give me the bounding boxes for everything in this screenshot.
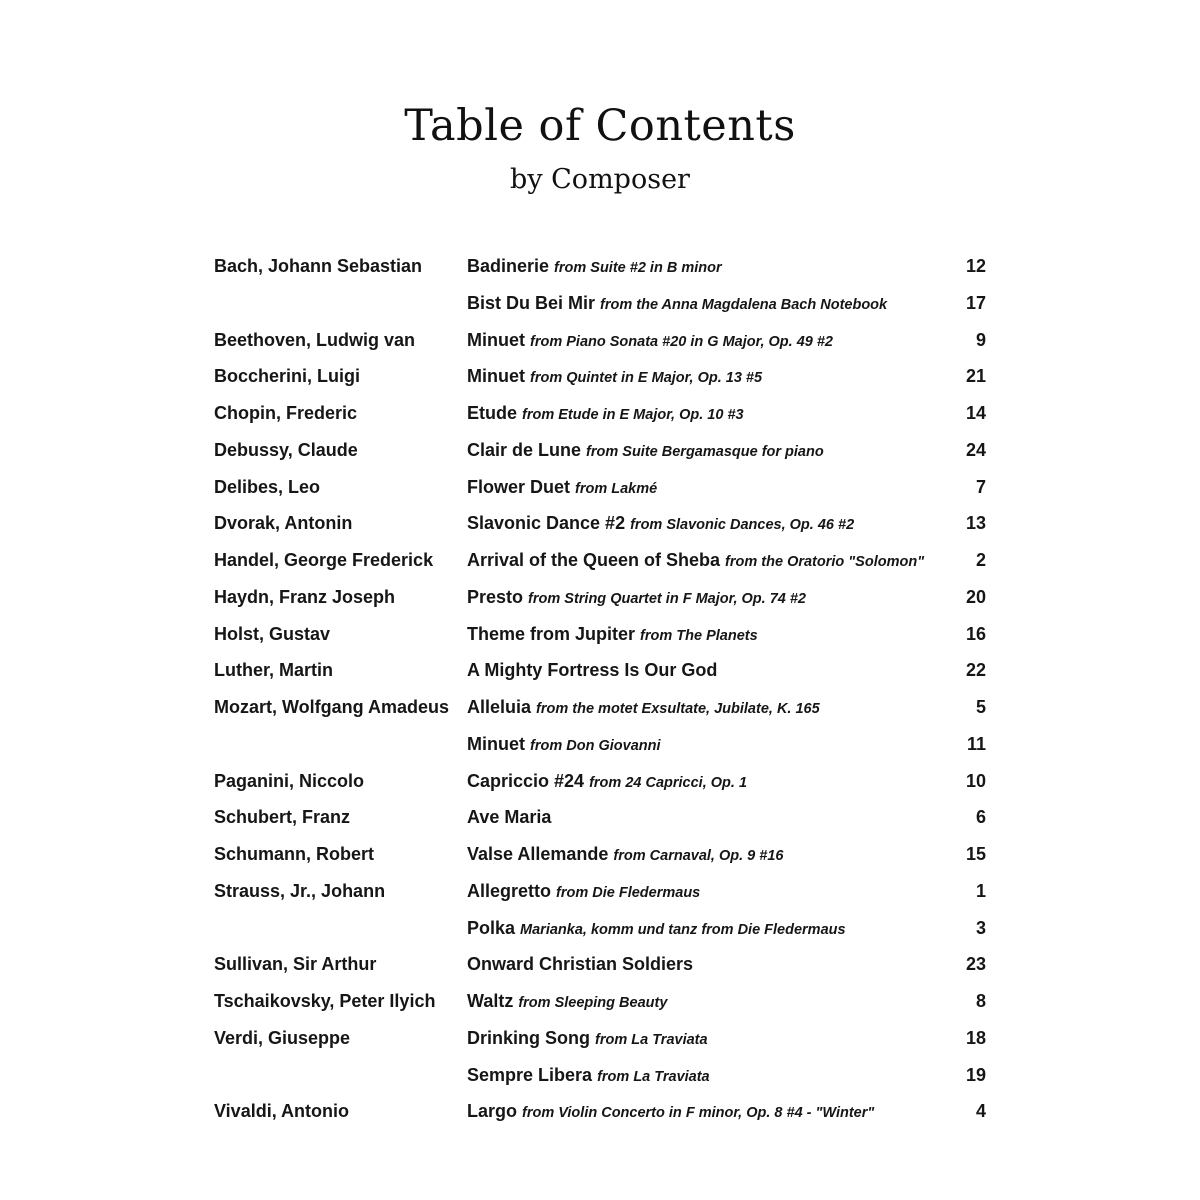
work <box>467 726 661 765</box>
work <box>467 432 824 471</box>
page-title: Table of Contents <box>404 101 796 151</box>
work-source: from Don Giovanni <box>530 737 661 754</box>
page-number: 18 <box>965 1027 986 1048</box>
work-title: Presto <box>467 586 524 607</box>
page-number: 5 <box>975 697 986 717</box>
work-source: from String Quartet in F Major, Op. 74 #2 <box>528 590 806 607</box>
work-source: from Violin Concerto in F minor, Op. 8 #4 - "Winter" <box>522 1105 875 1122</box>
toc-row <box>214 579 986 616</box>
composer-name: Holst, Gustav <box>214 623 331 644</box>
work-source: from the motet Exsultate, Jubilate, K. 165 <box>536 701 820 717</box>
work-title: Waltz <box>467 991 514 1011</box>
work <box>467 469 657 508</box>
toc-row <box>214 1020 986 1057</box>
work-title: Capriccio #24 <box>467 770 585 791</box>
work <box>467 395 744 434</box>
work <box>467 1057 710 1096</box>
toc-row <box>214 873 986 910</box>
page-number: 17 <box>965 292 986 313</box>
page-number: 8 <box>975 991 986 1011</box>
work-source: from Piano Sonata #20 in G Major, Op. 49 #2 <box>530 333 833 350</box>
work-source: from Die Fledermaus <box>556 884 701 901</box>
work <box>467 505 854 544</box>
work <box>467 873 700 912</box>
composer-name: Schumann, Robert <box>214 844 375 864</box>
work-title: Clair de Lune <box>467 439 582 460</box>
work-title: Drinking Song <box>467 1027 590 1048</box>
work <box>467 579 806 618</box>
work <box>467 763 747 802</box>
work-source: from the Anna Magdalena Bach Notebook <box>600 296 888 313</box>
toc-row <box>214 689 986 726</box>
page-number: 6 <box>975 807 986 828</box>
page-number: 14 <box>965 403 986 423</box>
toc-row <box>214 946 986 983</box>
work-source: from Suite #2 in B minor <box>554 260 722 276</box>
toc-row <box>214 910 986 947</box>
work-source: from Quintet in E Major, Op. 13 #5 <box>530 370 763 387</box>
toc-row <box>214 983 986 1020</box>
toc-row <box>214 763 986 800</box>
work <box>467 910 846 949</box>
composer-name: Strauss, Jr., Johann <box>214 880 386 901</box>
work-source: from Suite Bergamasque for piano <box>586 443 824 460</box>
page-number: 13 <box>965 513 986 534</box>
work-source: from Slavonic Dances, Op. 46 #2 <box>630 517 855 534</box>
work <box>467 689 820 728</box>
page-number: 9 <box>975 329 986 350</box>
work-title: Ave Maria <box>467 807 552 828</box>
page-number: 21 <box>965 366 986 387</box>
toc-table <box>214 248 986 1130</box>
work <box>467 946 698 985</box>
toc-row <box>214 1093 986 1130</box>
work-title: Minuet <box>467 366 525 387</box>
work-title: A Mighty Fortress Is Our God <box>467 660 718 681</box>
toc-row <box>214 469 986 506</box>
work-title: Badinerie <box>467 256 550 276</box>
work-source: from Carnaval, Op. 9 #16 <box>613 848 784 864</box>
work-title: Bist Du Bei Mir <box>467 292 596 313</box>
composer-name: Delibes, Leo <box>214 476 321 497</box>
work-title: Largo <box>467 1101 518 1122</box>
work-source: from The Planets <box>640 627 758 644</box>
page-number: 2 <box>975 550 986 570</box>
work-source: from La Traviata <box>597 1068 710 1085</box>
work-source: Marianka, komm und tanz from Die Fledermaus <box>520 921 846 938</box>
work-title: Etude <box>467 403 518 423</box>
composer-name: Handel, George Frederick <box>214 550 434 570</box>
work <box>467 285 887 324</box>
work-source: from Lakmé <box>575 480 658 497</box>
toc-row <box>214 652 986 689</box>
work <box>467 616 758 655</box>
work <box>467 1020 708 1059</box>
work <box>467 983 667 1022</box>
composer-name: Chopin, Frederic <box>214 403 358 423</box>
work-source: from 24 Capricci, Op. 1 <box>589 774 748 791</box>
composer-name: Debussy, Claude <box>214 439 358 460</box>
toc-row <box>214 726 986 763</box>
toc-row <box>214 616 986 653</box>
page-number: 16 <box>965 623 986 644</box>
work-source: from Etude in E Major, Op. 10 #3 <box>522 407 744 423</box>
work-source: from Sleeping Beauty <box>518 995 668 1011</box>
toc-row <box>214 322 986 359</box>
composer-name: Paganini, Niccolo <box>214 770 365 791</box>
page-number: 15 <box>965 844 986 864</box>
composer-name: Haydn, Franz Joseph <box>214 586 396 607</box>
page-number: 22 <box>965 660 986 681</box>
composer-name: Verdi, Giuseppe <box>214 1027 351 1048</box>
toc-row <box>214 1057 986 1094</box>
toc-row <box>214 248 986 285</box>
work-title: Onward Christian Soldiers <box>467 954 694 975</box>
page-number: 19 <box>965 1064 986 1085</box>
composer-name: Boccherini, Luigi <box>214 366 361 387</box>
toc-row <box>214 505 986 542</box>
work-title: Polka <box>467 917 516 938</box>
page-subtitle: by Composer <box>510 164 690 195</box>
toc-row <box>214 432 986 469</box>
work <box>467 358 762 397</box>
work-title: Allegretto <box>467 880 552 901</box>
toc-row <box>214 285 986 322</box>
work-title: Flower Duet <box>467 476 571 497</box>
page-number: 1 <box>975 880 986 901</box>
composer-name: Luther, Martin <box>214 660 334 681</box>
composer-name: Beethoven, Ludwig van <box>214 329 416 350</box>
page-number: 24 <box>965 439 986 460</box>
composer-name: Tschaikovsky, Peter Ilyich <box>214 991 436 1011</box>
work <box>467 799 556 838</box>
page-number: 20 <box>965 586 986 607</box>
page-number: 23 <box>965 954 986 975</box>
work-title: Minuet <box>467 733 525 754</box>
composer-name: Mozart, Wolfgang Amadeus <box>214 697 450 717</box>
work-title: Minuet <box>467 329 525 350</box>
page-number: 11 <box>966 733 986 754</box>
toc-row <box>214 395 986 432</box>
composer-name: Vivaldi, Antonio <box>214 1101 350 1122</box>
work <box>467 248 722 287</box>
composer-name: Sullivan, Sir Arthur <box>214 954 377 975</box>
toc-row <box>214 358 986 395</box>
work <box>467 542 924 581</box>
work-title: Slavonic Dance #2 <box>467 513 626 534</box>
work-source: from the Oratorio "Solomon" <box>725 554 925 570</box>
work-title: Alleluia <box>467 697 532 717</box>
toc-row <box>214 542 986 579</box>
work-title: Arrival of the Queen of Sheba <box>467 550 721 570</box>
composer-name: Bach, Johann Sebastian <box>214 256 423 276</box>
work-source: from La Traviata <box>595 1031 708 1048</box>
page-number: 10 <box>965 770 986 791</box>
work <box>467 1093 874 1132</box>
work <box>467 652 722 691</box>
page-number: 7 <box>975 476 986 497</box>
composer-name: Dvorak, Antonin <box>214 513 353 534</box>
toc-row <box>214 799 986 836</box>
page-number: 4 <box>975 1101 986 1122</box>
work-title: Valse Allemande <box>467 844 609 864</box>
page-number: 12 <box>965 256 986 276</box>
work <box>467 322 833 361</box>
work <box>467 836 783 875</box>
page-number: 3 <box>975 917 986 938</box>
composer-name: Schubert, Franz <box>214 807 351 828</box>
toc-row <box>214 836 986 873</box>
work-title: Theme from Jupiter <box>467 623 636 644</box>
work-title: Sempre Libera <box>467 1064 593 1085</box>
